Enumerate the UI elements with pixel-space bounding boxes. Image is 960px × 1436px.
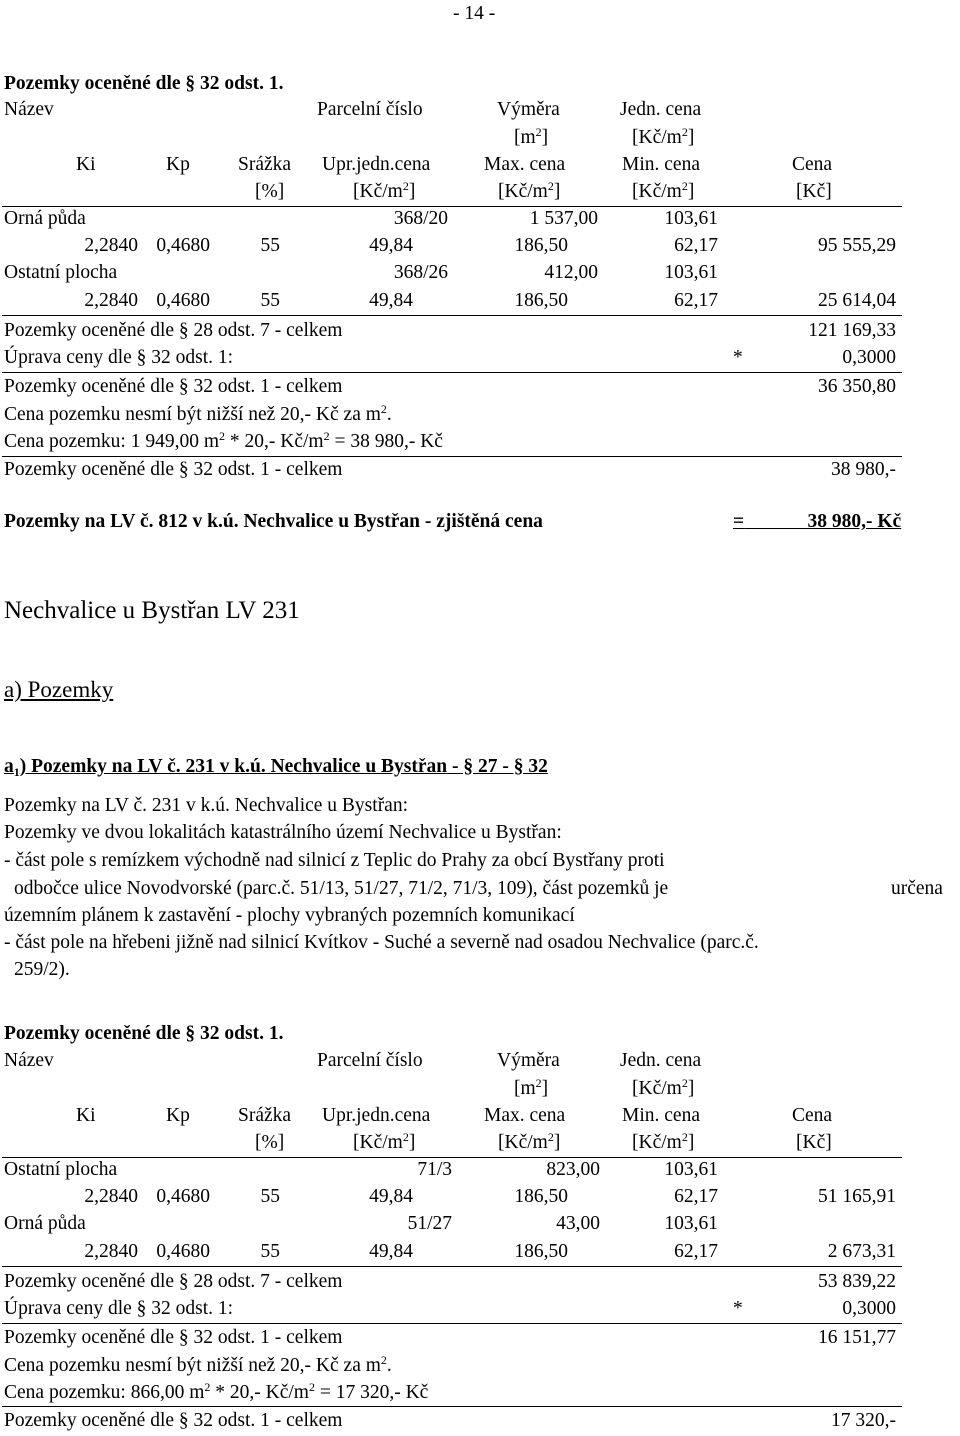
col-vymera-unit: $[m^2]$ [514, 1076, 549, 1099]
min-cena: 62,17 [674, 290, 718, 311]
col-max-unit: $[Kč/m^2]$ [498, 1130, 561, 1153]
minimum-price-note: Cena pozemku nesmí být nižší než 20,- Kč za $m^2$. [4, 1353, 392, 1376]
max-cena: 186,50 [514, 1241, 568, 1262]
land-name: Ostatní plocha [4, 1159, 118, 1180]
kp: 0,4680 [156, 235, 210, 256]
col-ki: Ki [76, 1105, 96, 1126]
col-max-unit: $[Kč/m^2]$ [498, 179, 561, 202]
max-cena: 186,50 [514, 235, 568, 256]
unit-price: 103,61 [664, 1159, 718, 1180]
area: 823,00 [546, 1159, 600, 1180]
kp: 0,4680 [156, 290, 210, 311]
description-line: odbočce ulice Novodvorské (parc.č. 51/13, 51/27, 71/2, 71/3, 109), část pozemků je [14, 878, 669, 899]
land-name: Orná půda [4, 1213, 86, 1234]
col-vymera: Výměra [497, 99, 560, 120]
final-total-label: Pozemky oceněné dle § 32 odst. 1 - celkem [4, 1410, 343, 1431]
ki: 2,2840 [84, 235, 138, 256]
col-kp: Kp [166, 154, 190, 175]
min-cena: 62,17 [674, 1186, 718, 1207]
srazka: 55 [260, 1186, 280, 1207]
sum-32-value: 36 350,80 [818, 376, 896, 397]
ki: 2,2840 [84, 1241, 138, 1262]
col-upr-unit: $[Kč/m^2]$ [353, 179, 416, 202]
sum-32-label: Pozemky oceněné dle § 32 odst. 1 - celkem [4, 376, 343, 397]
srazka: 55 [260, 290, 280, 311]
land-name: Orná půda [4, 208, 86, 229]
min-cena: 62,17 [674, 1241, 718, 1262]
col-cena: Cena [792, 1105, 833, 1126]
subsection-title: a) Pozemky [4, 677, 114, 702]
col-cena: Cena [792, 154, 833, 175]
col-upr-jedn-cena: Upr.jedn.cena [322, 1105, 431, 1126]
col-nazev: Název [4, 99, 54, 120]
cena: 2 673,31 [827, 1241, 896, 1262]
area: 412,00 [544, 262, 598, 283]
col-jedn-cena: Jedn. cena [620, 99, 702, 120]
lv812-label: Pozemky na LV č. 812 v k.ú. Nechvalice u Bystřan - zjištěná cena [4, 511, 543, 532]
parcel-number: 51/27 [407, 1213, 452, 1234]
divider [2, 1157, 902, 1158]
final-total-label: Pozemky oceněné dle § 32 odst. 1 - celkem [4, 459, 343, 480]
col-min-unit: $[Kč/m^2]$ [632, 1130, 695, 1153]
price-adjustment-value: 0,3000 [842, 347, 896, 368]
upr-jedn-cena: 49,84 [369, 290, 413, 311]
col-max-cena: Max. cena [484, 154, 566, 175]
divider [2, 1266, 902, 1267]
ki: 2,2840 [84, 1186, 138, 1207]
cena: 95 555,29 [818, 235, 896, 256]
max-cena: 186,50 [514, 290, 568, 311]
description-line: Pozemky na LV č. 231 v k.ú. Nechvalice u Bystřan: [4, 795, 409, 816]
divider [2, 1406, 902, 1407]
price-calculation: Cena pozemku: 866,00 $m^2 * 20,-$ $Kč/m^2 = 17$ 320,- Kč [4, 1380, 429, 1403]
price-adjustment-value: 0,3000 [842, 1298, 896, 1319]
col-srazka: Srážka [238, 1105, 292, 1126]
col-cena-unit: [Kč] [796, 1132, 832, 1153]
col-min-cena: Min. cena [622, 1105, 700, 1126]
unit-price: 103,61 [664, 208, 718, 229]
upr-jedn-cena: 49,84 [369, 1186, 413, 1207]
parcel-number: 71/3 [417, 1159, 452, 1180]
description-line: - část pole s remízkem východně nad silnicí z Teplic do Prahy za obcí Bystřany proti [4, 850, 665, 871]
upr-jedn-cena: 49,84 [369, 1241, 413, 1262]
description-line: určena [891, 878, 943, 899]
unit-price: 103,61 [664, 1213, 718, 1234]
col-max-cena: Max. cena [484, 1105, 566, 1126]
area: 1 537,00 [529, 208, 598, 229]
divider [2, 372, 902, 373]
multiply-sign: * [733, 347, 743, 368]
col-vymera-unit: $[m^2]$ [514, 125, 549, 148]
col-jedn-cena: Jedn. cena [620, 1050, 702, 1071]
col-ki: Ki [76, 154, 96, 175]
col-jedn-unit: $[Kč/m^2]$ [632, 125, 695, 148]
col-srazka: Srážka [238, 154, 292, 175]
price-adjustment-label: Úprava ceny dle § 32 odst. 1: [4, 1298, 234, 1319]
description-line: územním plánem k zastavění - plochy vybraných pozemních komunikací [4, 905, 575, 926]
land-name: Ostatní plocha [4, 262, 118, 283]
final-total-value: 17 320,- [831, 1410, 896, 1431]
minimum-price-note: Cena pozemku nesmí být nižší než 20,- Kč za $m^2$. [4, 402, 392, 425]
divider [2, 206, 902, 207]
cena: 51 165,91 [818, 1186, 896, 1207]
col-min-unit: $[Kč/m^2]$ [632, 179, 695, 202]
a1-heading: $a_1$) Pozemky na LV č. 231 v k.ú. Nechvalice u Bystřan - § 27 - § 32 [4, 756, 548, 779]
cena: 25 614,04 [818, 290, 896, 311]
col-parcelni-cislo: Parcelní číslo [317, 1050, 423, 1071]
ki: 2,2840 [84, 290, 138, 311]
divider [2, 456, 902, 457]
divider [2, 315, 902, 316]
sum-28-value: 121 169,33 [808, 320, 896, 341]
kp: 0,4680 [156, 1186, 210, 1207]
col-upr-jedn-cena: Upr.jedn.cena [322, 154, 431, 175]
col-vymera: Výměra [497, 1050, 560, 1071]
col-parcelni-cislo: Parcelní číslo [317, 99, 423, 120]
sum-32-value: 16 151,77 [818, 1327, 896, 1348]
sum-28-label: Pozemky oceněné dle § 28 odst. 7 - celkem [4, 1271, 343, 1292]
table-title: Pozemky oceněné dle § 32 odst. 1. [4, 1023, 284, 1044]
divider [2, 1323, 902, 1324]
min-cena: 62,17 [674, 235, 718, 256]
srazka: 55 [260, 235, 280, 256]
sum-28-label: Pozemky oceněné dle § 28 odst. 7 - celkem [4, 320, 343, 341]
col-jedn-unit: $[Kč/m^2]$ [632, 1076, 695, 1099]
price-calculation: Cena pozemku: 1 949,00 $m^2 * 20,-$ $Kč/m^2 = 38$ 980,- Kč [4, 429, 443, 452]
col-nazev: Název [4, 1050, 54, 1071]
parcel-number: 368/26 [393, 262, 448, 283]
upr-jedn-cena: 49,84 [369, 235, 413, 256]
sum-28-value: 53 839,22 [818, 1271, 896, 1292]
col-srazka-unit: [%] [255, 181, 285, 202]
parcel-number: 368/20 [393, 208, 448, 229]
price-adjustment-label: Úprava ceny dle § 32 odst. 1: [4, 347, 234, 368]
sum-32-label: Pozemky oceněné dle § 32 odst. 1 - celkem [4, 1327, 343, 1348]
final-total-value: 38 980,- [831, 459, 896, 480]
col-cena-unit: [Kč] [796, 181, 832, 202]
unit-price: 103,61 [664, 262, 718, 283]
page-number: - 14 - [453, 3, 496, 24]
description-line: Pozemky ve dvou lokalitách katastrálního území Nechvalice u Bystřan: [4, 822, 562, 843]
col-upr-unit: $[Kč/m^2]$ [353, 1130, 416, 1153]
description-line: 259/2). [14, 959, 70, 980]
col-kp: Kp [166, 1105, 190, 1126]
max-cena: 186,50 [514, 1186, 568, 1207]
srazka: 55 [260, 1241, 280, 1262]
multiply-sign: * [733, 1298, 743, 1319]
table-title: Pozemky oceněné dle § 32 odst. 1. [4, 73, 284, 94]
description-line: - část pole na hřebeni jižně nad silnicí Kvítkov - Suché a severně nad osadou Nechvalice (parc.č. [4, 932, 759, 953]
lv812-equals: = 38 980,- Kč [733, 511, 902, 532]
col-min-cena: Min. cena [622, 154, 700, 175]
section-title: Nechvalice u Bystřan LV 231 [4, 597, 300, 624]
area: 43,00 [556, 1213, 600, 1234]
col-srazka-unit: [%] [255, 1132, 285, 1153]
kp: 0,4680 [156, 1241, 210, 1262]
